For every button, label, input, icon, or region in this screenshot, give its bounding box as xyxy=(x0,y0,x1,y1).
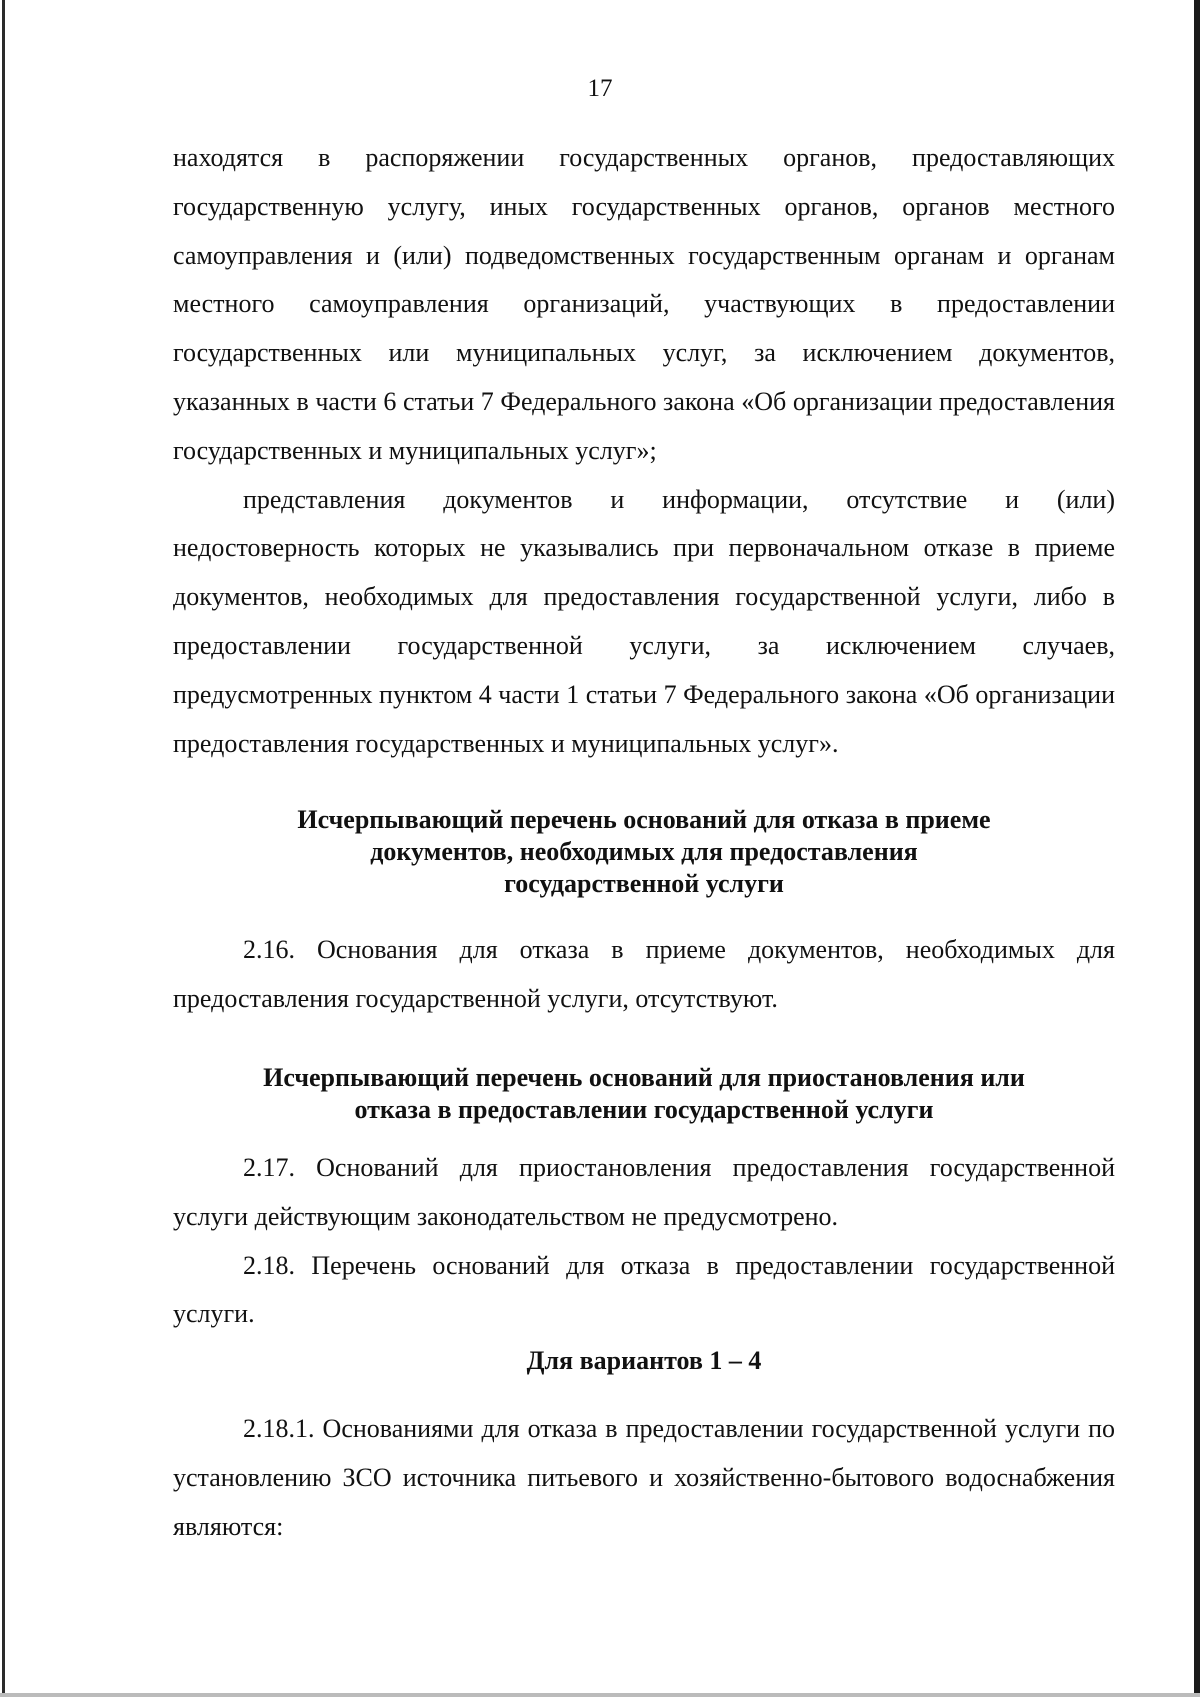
heading-line: документов, необходимых для предоставления xyxy=(370,837,918,867)
scan-edge-left xyxy=(2,0,5,1697)
scan-edge-bottom xyxy=(0,1693,1200,1697)
heading-line: Исчерпывающий перечень оснований для приостановления или xyxy=(263,1062,1025,1092)
paragraph-2-17: 2.17. Оснований для приостановления предоставления государственной услуги действующим законодательством не предусмотрено. xyxy=(173,1152,1115,1231)
heading-line: Исчерпывающий перечень оснований для отказа в приеме xyxy=(297,805,991,835)
heading-line: государственной услуги xyxy=(504,869,784,899)
paragraph-2-18: 2.18. Перечень оснований для отказа в предоставлении государственной услуги. xyxy=(173,1250,1115,1329)
paragraph-2-18-1: 2.18.1. Основаниями для отказа в предоставлении государственной услуги по установлению ЗСО источника питьевого и хозяйственно-бытового водоснабжения являются: xyxy=(173,1414,1115,1541)
document-body xyxy=(173,134,1115,1552)
subheading-variants: Для вариантов 1 – 4 xyxy=(526,1346,762,1376)
page-number: 17 xyxy=(587,75,613,102)
section-heading-suspension-refusal xyxy=(173,1062,1115,1126)
scan-edge-right xyxy=(1194,0,1200,1697)
paragraph-representation: представления документов и информации, отсутствие и (или) недостоверность которых не указывались при первоначальном отказе в приеме документов, необходимых для предоставления государственной услуги, либо в предоставлении государственной услуги, за исключением случаев, предусмотренных пунктом 4 части 1 статьи 7 Федерального закона «Об организации предоставления государственных и муниципальных услуг». xyxy=(173,484,1115,758)
heading-line: отказа в предоставлении государственной услуги xyxy=(354,1094,934,1124)
paragraph-2-16: 2.16. Основания для отказа в приеме документов, необходимых для предоставления государственной услуги, отсутствуют. xyxy=(173,935,1115,1014)
section-heading-refusal-acceptance xyxy=(173,804,1115,900)
paragraph-continuation: находятся в распоряжении государственных органов, предоставляющих государственную услугу, иных государственных органов, органов местного самоуправления и (или) подведомственных государственным органам и органам местного самоуправления организаций, участвующих в предоставлении государственных или муниципальных услуг, за исключением документов, указанных в части 6 статьи 7 Федерального закона «Об организации предоставления государственных и муниципальных услуг»; xyxy=(173,143,1115,465)
